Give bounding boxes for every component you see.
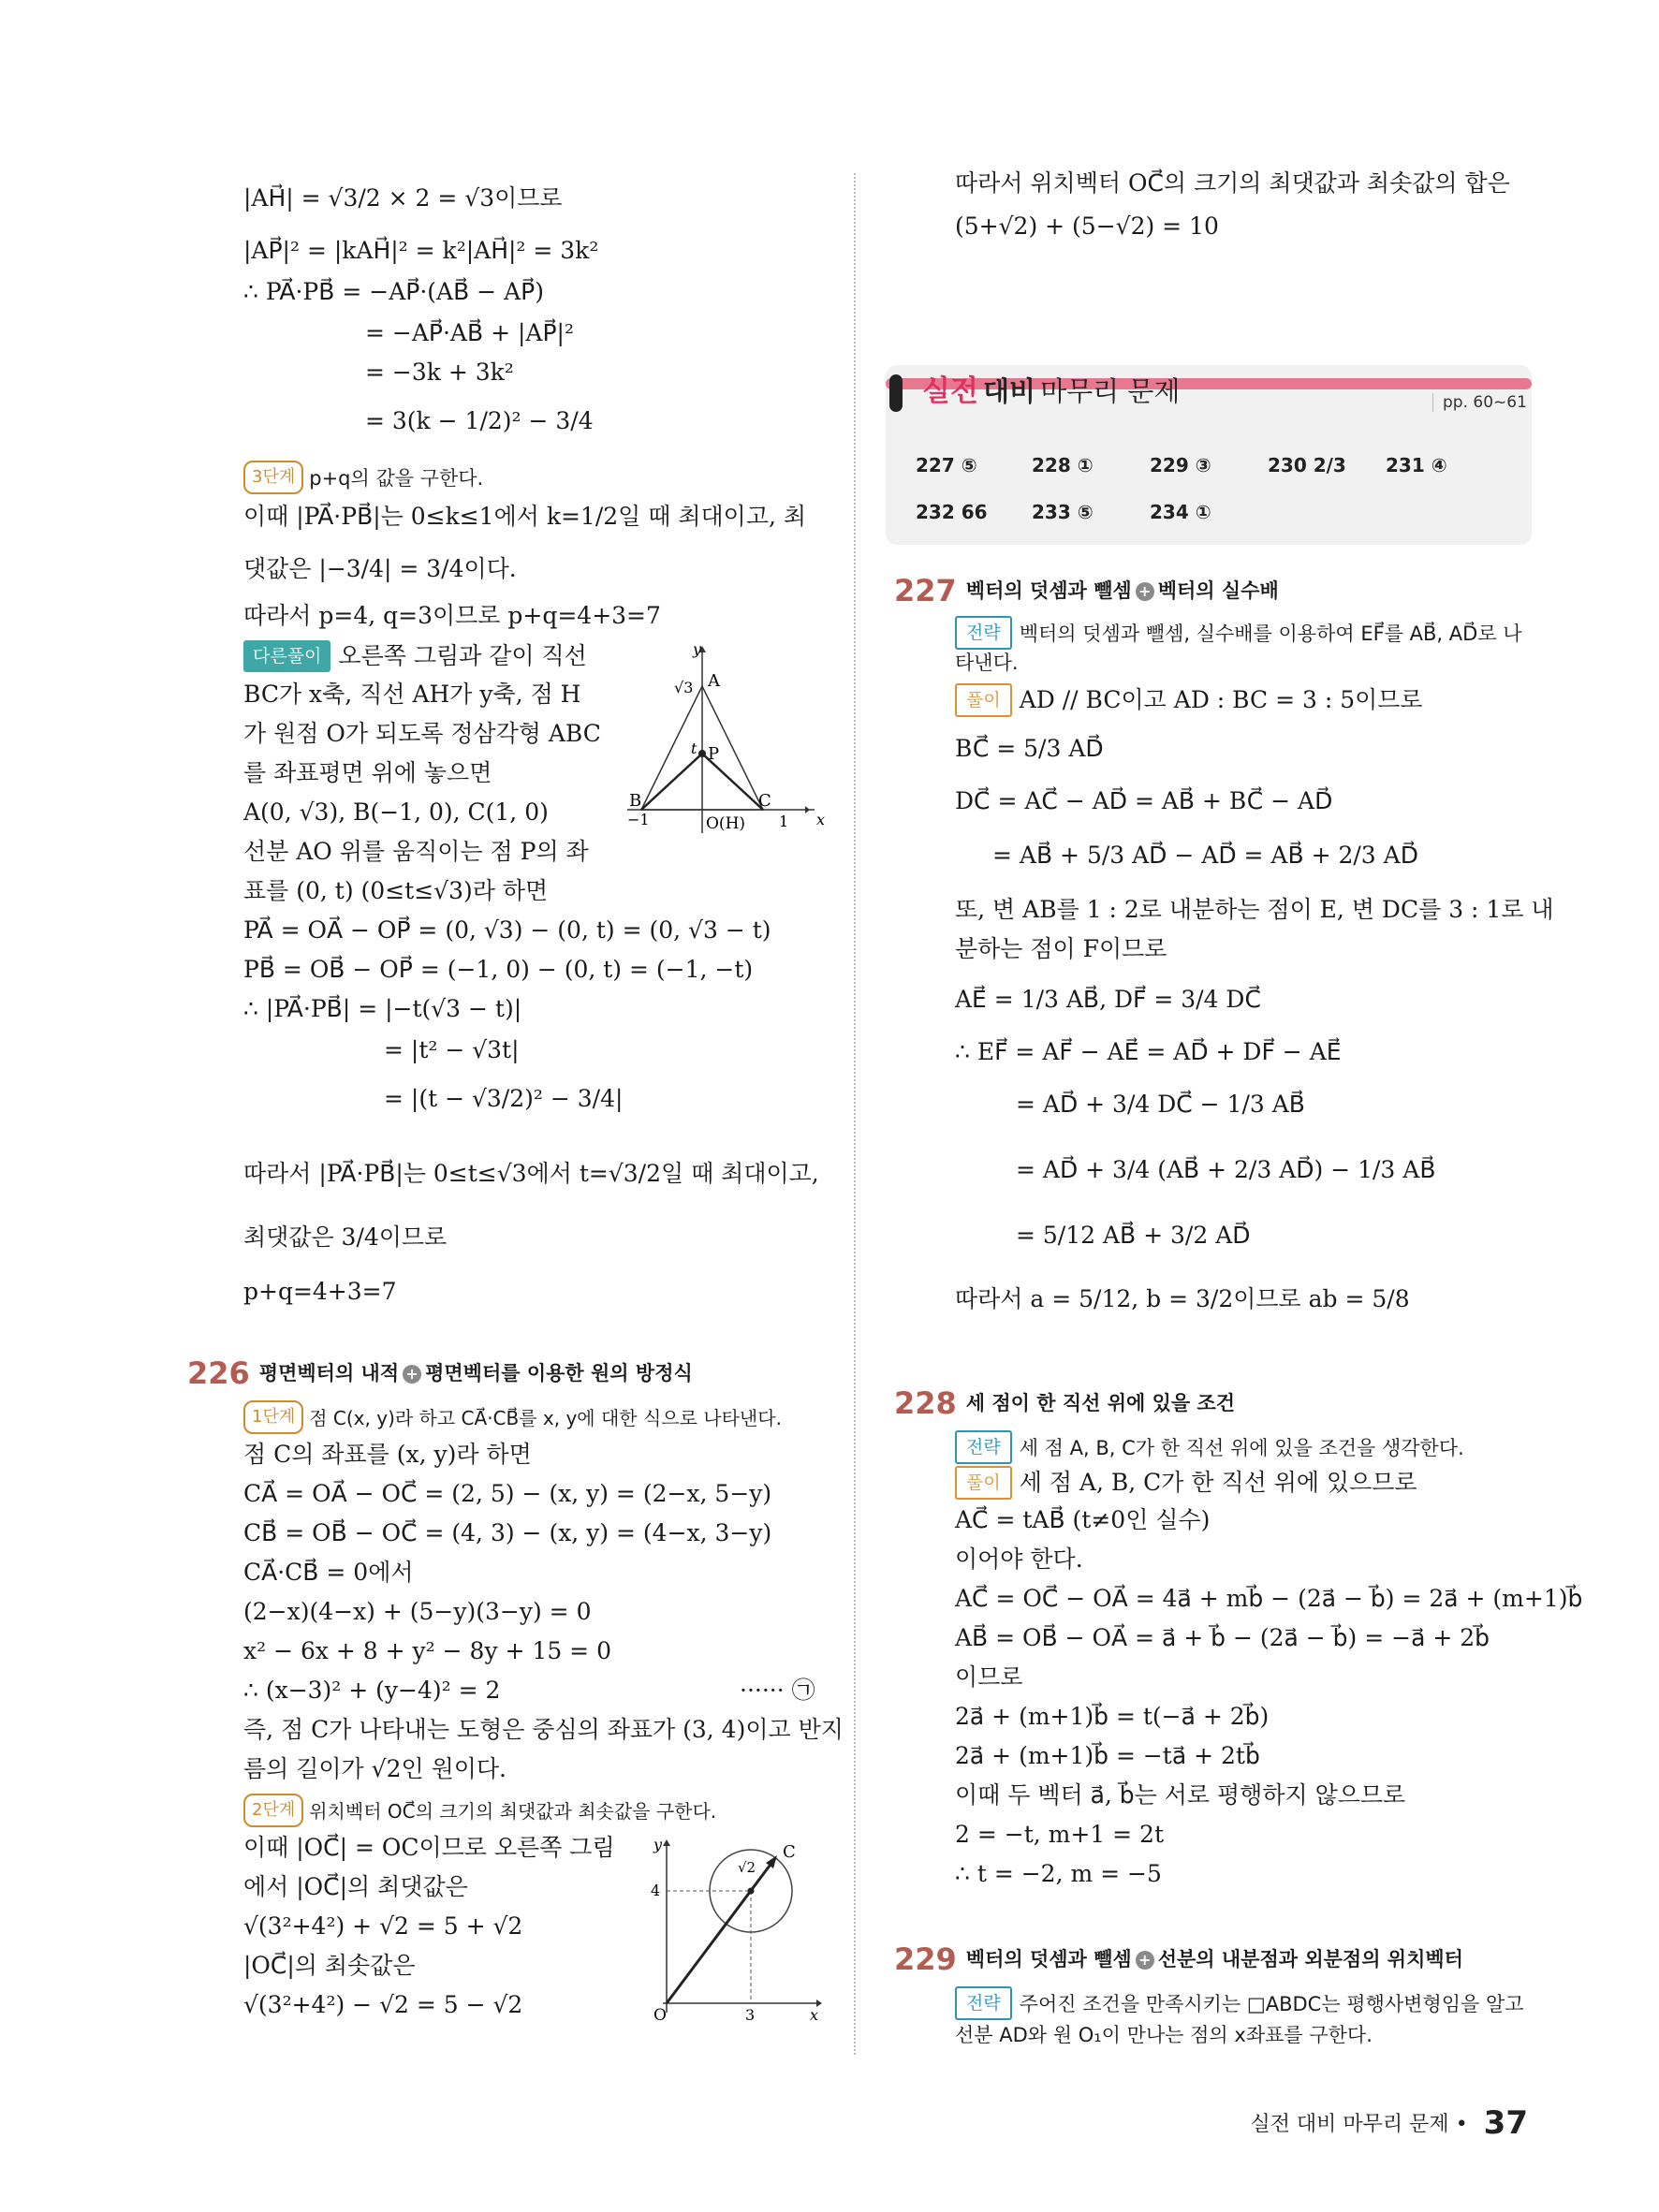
title-part: 벡터의 실수배 xyxy=(1157,579,1279,602)
problem-227-heading xyxy=(894,573,1279,608)
y-axis-label: y xyxy=(693,640,702,658)
math-line: AC⃗ = OC⃗ − OA⃗ = 4a⃗ + mb⃗ − (2a⃗ − b⃗) = 2a⃗ + (m+1)b⃗ xyxy=(955,1585,1583,1612)
step1-label: 1단계 xyxy=(243,1400,303,1434)
strategy-tag: 전략 xyxy=(955,1430,1012,1464)
alt-line: 최댓값은 3/4이므로 xyxy=(243,1223,448,1251)
answer-item: 232 66 xyxy=(916,501,988,523)
text-line: 즉, 점 C가 나타내는 도형은 중심의 좌표가 (3, 4)이고 반지 xyxy=(243,1716,844,1743)
math-line: = AD⃗ + 3/4 (AB⃗ + 2/3 AD⃗) − 1/3 AB⃗ xyxy=(1016,1156,1436,1183)
math-line: AD // BC이고 AD : BC = 3 : 5이므로 xyxy=(1019,686,1423,713)
text-line: 이므로 xyxy=(955,1663,1023,1691)
one-label: 1 xyxy=(779,813,789,830)
text-line: 따라서 p=4, q=3이므로 p+q=4+3=7 xyxy=(243,602,661,629)
text-line: 이어야 한다. xyxy=(955,1545,1083,1573)
alt-line: PB⃗ = OB⃗ − OP⃗ = (−1, 0) − (0, t) = (−1, −t) xyxy=(243,956,754,983)
math-line: 따라서 a = 5/12, b = 3/2이므로 ab = 5/8 xyxy=(955,1285,1410,1312)
math-line: = −AP⃗·AB⃗ + |AP⃗|² xyxy=(365,319,574,346)
strategy-tag: 전략 xyxy=(955,1986,1012,2020)
alt-line: = |(t − √3/2)² − 3/4| xyxy=(384,1085,624,1112)
alt-solution-row xyxy=(243,640,587,672)
step3-row xyxy=(243,461,483,494)
math-line: ∴ (x−3)² + (y−4)² = 2 xyxy=(243,1677,501,1704)
point-a-label: A xyxy=(708,671,720,691)
math-line: CB⃗ = OB⃗ − OC⃗ = (4, 3) − (x, y) = (4−x, 3−y) xyxy=(243,1519,772,1546)
x-axis-label: x xyxy=(810,2006,819,2024)
text-line: 이때 |PA⃗·PB⃗|는 0≤k≤1에서 k=1/2일 때 최대이고, 최 xyxy=(243,503,807,530)
title-a: 실전 xyxy=(922,374,978,408)
origin-label: O xyxy=(653,2006,667,2025)
solution-tag: 풀이 xyxy=(955,683,1012,717)
math-line: x² − 6x + 8 + y² − 8y + 15 = 0 xyxy=(243,1637,611,1664)
math-line: √(3²+4²) − √2 = 5 − √2 xyxy=(243,1991,523,2018)
text-line: 이때 |OC⃗| = OC이므로 오른쪽 그림 xyxy=(243,1834,615,1861)
column-divider xyxy=(854,173,856,2055)
math-line: BC⃗ = 5/3 AD⃗ xyxy=(955,735,1104,762)
point-c-label: C xyxy=(758,791,771,811)
answer-item: 231 ④ xyxy=(1386,454,1447,476)
strategy-row xyxy=(955,616,1522,650)
strategy-text: 주어진 조건을 만족시키는 □ABDC는 평행사변형임을 알고 xyxy=(1019,1993,1524,2015)
equation-marker: ······ ㉠ xyxy=(740,1677,815,1704)
math-line: AC⃗ = tAB⃗ (t≠0인 실수) xyxy=(955,1506,1211,1533)
math-line: (5+√2) + (5−√2) = 10 xyxy=(955,212,1219,240)
math-line: = 3(k − 1/2)² − 3/4 xyxy=(365,407,594,434)
header-side-tab xyxy=(889,374,903,412)
math-line: DC⃗ = AC⃗ − AD⃗ = AB⃗ + BC⃗ − AD⃗ xyxy=(955,787,1333,814)
circle-figure xyxy=(646,1835,824,2025)
alt-line: 따라서 |PA⃗·PB⃗|는 0≤t≤√3에서 t=√3/2일 때 최대이고, xyxy=(243,1160,819,1187)
strategy-tag: 전략 xyxy=(955,616,1012,650)
step3-label: 3단계 xyxy=(243,461,303,494)
math-line: √(3²+4²) + √2 = 5 + √2 xyxy=(243,1912,523,1940)
step1-row xyxy=(243,1400,782,1434)
math-line: ∴ PA⃗·PB⃗ = −AP⃗·(AB⃗ − AP⃗) xyxy=(243,278,544,305)
math-line: = AB⃗ + 5/3 AD⃗ − AD⃗ = AB⃗ + 2/3 AD⃗ xyxy=(992,842,1418,869)
title-part: 평면벡터를 이용한 원의 방정식 xyxy=(425,1362,693,1384)
section-title xyxy=(922,367,1180,409)
text-line: 름의 길이가 √2인 원이다. xyxy=(243,1755,507,1782)
answer-item: 234 ① xyxy=(1150,501,1211,523)
solution-row xyxy=(955,1466,1417,1500)
problem-number: 229 xyxy=(894,1941,957,1977)
alt-line: p+q=4+3=7 xyxy=(243,1278,397,1305)
strategy-text: 세 점 A, B, C가 한 직선 위에 있을 조건을 생각한다. xyxy=(1019,1437,1464,1459)
alt-line: PA⃗ = OA⃗ − OP⃗ = (0, √3) − (0, t) = (0, √3 − t) xyxy=(243,916,771,944)
problem-number: 227 xyxy=(894,573,957,608)
step1-text: 점 C(x, y)라 하고 CA⃗·CB⃗를 x, y에 대한 식으로 나타낸다. xyxy=(309,1407,782,1429)
math-line: AE⃗ = 1/3 AB⃗, DF⃗ = 3/4 DC⃗ xyxy=(955,986,1261,1013)
alt-line: = |t² − √3t| xyxy=(384,1036,520,1063)
title-c: 마무리 문제 xyxy=(1040,375,1181,407)
problem-number: 226 xyxy=(187,1355,250,1391)
math-line: = 5/12 AB⃗ + 3/2 AD⃗ xyxy=(1016,1222,1251,1249)
plus-icon: + xyxy=(1136,1951,1154,1970)
alt-line: ∴ |PA⃗·PB⃗| = |−t(√3 − t)| xyxy=(243,995,522,1022)
plus-icon: + xyxy=(403,1365,421,1384)
alt-line: BC가 x축, 직선 AH가 y축, 점 H xyxy=(243,681,581,708)
title-part: 벡터의 덧셈과 뺄셈 xyxy=(965,1948,1132,1970)
math-line: ∴ t = −2, m = −5 xyxy=(955,1860,1162,1887)
math-line: 2a⃗ + (m+1)b⃗ = −ta⃗ + 2tb⃗ xyxy=(955,1742,1260,1769)
point-c-label: C xyxy=(783,1842,796,1862)
answer-item: 227 ⑤ xyxy=(916,454,977,476)
strategy-row xyxy=(955,1986,1524,2020)
math-line: 점 C의 좌표를 (x, y)라 하면 xyxy=(243,1441,532,1468)
text-line: 이때 두 벡터 a⃗, b⃗는 서로 평행하지 않으므로 xyxy=(955,1781,1406,1809)
problem-title xyxy=(966,579,1279,602)
text-line: 댓값은 |−3/4| = 3/4이다. xyxy=(243,555,517,582)
footer-dot: • xyxy=(1455,2113,1468,2136)
x-axis-label: x xyxy=(816,811,826,828)
answer-item: 233 ⑤ xyxy=(1032,501,1094,523)
plus-icon: + xyxy=(1136,582,1154,601)
answer-item: 229 ③ xyxy=(1150,454,1211,476)
math-line: 2 = −t, m+1 = 2t xyxy=(955,1821,1164,1848)
math-line: |AP⃗|² = |kAH⃗|² = k²|AH⃗|² = 3k² xyxy=(243,237,599,264)
step3-text: p+q의 값을 구한다. xyxy=(309,467,484,490)
problem-226-heading xyxy=(187,1355,693,1391)
text-line: 에서 |OC⃗|의 최댓값은 xyxy=(243,1873,468,1900)
text-line: 분하는 점이 F이므로 xyxy=(955,935,1167,962)
math-line: CA⃗ = OA⃗ − OC⃗ = (2, 5) − (x, y) = (2−x, 5−y) xyxy=(243,1480,772,1507)
step2-label: 2단계 xyxy=(243,1794,303,1827)
alt-solution-tag: 다른풀이 xyxy=(243,640,330,672)
alt-line: A(0, √3), B(−1, 0), C(1, 0) xyxy=(243,798,549,826)
alt-line: 표를 (0, t) (0≤t≤√3)라 하면 xyxy=(243,877,549,904)
radius-label: √2 xyxy=(738,1859,756,1876)
problem-228-heading xyxy=(894,1385,1235,1421)
problem-title: 세 점이 한 직선 위에 있을 조건 xyxy=(965,1392,1236,1414)
x-tick-3: 3 xyxy=(745,2006,756,2024)
strategy-row xyxy=(955,1430,1464,1464)
problem-title xyxy=(259,1362,693,1384)
math-line: |AH⃗| = √3/2 × 2 = √3이므로 xyxy=(243,184,563,212)
page-reference: pp. 60~61 xyxy=(1432,393,1527,412)
t-label: t xyxy=(691,740,697,757)
title-part: 평면벡터의 내적 xyxy=(258,1362,400,1384)
solution-row xyxy=(955,683,1423,717)
math-line: ∴ EF⃗ = AF⃗ − AE⃗ = AD⃗ + DF⃗ − AE⃗ xyxy=(955,1038,1342,1065)
text-line: |OC⃗|의 최솟값은 xyxy=(243,1952,416,1979)
title-b: 대비 xyxy=(983,375,1036,407)
answer-item: 228 ① xyxy=(1032,454,1094,476)
triangle-figure xyxy=(618,641,824,838)
math-line: (2−x)(4−x) + (5−y)(3−y) = 0 xyxy=(243,1598,592,1625)
alt-line: 오른쪽 그림과 같이 직선 xyxy=(338,642,587,669)
title-part: 벡터의 덧셈과 뺄셈 xyxy=(965,579,1132,602)
answer-item: 230 2/3 xyxy=(1268,454,1346,476)
text-line: 또, 변 AB를 1 : 2로 내분하는 점이 E, 변 DC를 3 : 1로 내 xyxy=(955,896,1554,923)
title-part: 선분의 내분점과 외분점의 위치벡터 xyxy=(1157,1948,1463,1970)
alt-line: 선분 AO 위를 움직이는 점 P의 좌 xyxy=(243,838,589,865)
problem-title xyxy=(966,1948,1463,1970)
math-line: CA⃗·CB⃗ = 0에서 xyxy=(243,1559,414,1586)
minus-one-label: −1 xyxy=(627,811,650,828)
math-line: 2a⃗ + (m+1)b⃗ = t(−a⃗ + 2b⃗) xyxy=(955,1703,1270,1730)
strategy-text: 선분 AD와 원 O₁이 만나는 점의 x좌표를 구한다. xyxy=(955,2024,1373,2046)
alt-line: 를 좌표평면 위에 놓으면 xyxy=(243,759,492,786)
strategy-text: 벡터의 덧셈과 뺄셈, 실수배를 이용하여 EF⃗를 AB⃗, AD⃗로 나 xyxy=(1019,623,1522,645)
page-footer xyxy=(1250,2104,1528,2142)
math-line: = −3k + 3k² xyxy=(365,359,514,386)
problem-229-heading xyxy=(894,1941,1463,1977)
math-line: = AD⃗ + 3/4 DC⃗ − 1/3 AB⃗ xyxy=(1016,1091,1305,1118)
point-b-label: B xyxy=(629,791,642,811)
text-line: 세 점 A, B, C가 한 직선 위에 있으므로 xyxy=(1019,1469,1417,1496)
strategy-text: 타낸다. xyxy=(955,652,1019,674)
text-line: 따라서 위치벡터 OC⃗의 크기의 최댓값과 최솟값의 합은 xyxy=(955,169,1510,197)
origin-label: O(H) xyxy=(706,814,746,833)
point-p-label: P xyxy=(708,744,720,764)
y-tick-4: 4 xyxy=(651,1882,661,1899)
alt-line: 가 원점 O가 되도록 정삼각형 ABC xyxy=(243,720,601,747)
step2-text: 위치벡터 OC⃗의 크기의 최댓값과 최솟값을 구한다. xyxy=(309,1800,717,1823)
step2-row xyxy=(243,1794,716,1827)
footer-title: 실전 대비 마무리 문제 xyxy=(1250,2113,1449,2136)
math-line: AB⃗ = OB⃗ − OA⃗ = a⃗ + b⃗ − (2a⃗ − b⃗) = −a⃗ + 2b⃗ xyxy=(955,1624,1490,1651)
problem-number: 228 xyxy=(894,1385,957,1421)
sqrt3-label: √3 xyxy=(674,679,694,696)
y-axis-label: y xyxy=(653,1836,663,1853)
solution-tag: 풀이 xyxy=(955,1466,1012,1500)
page-number: 37 xyxy=(1483,2104,1528,2142)
